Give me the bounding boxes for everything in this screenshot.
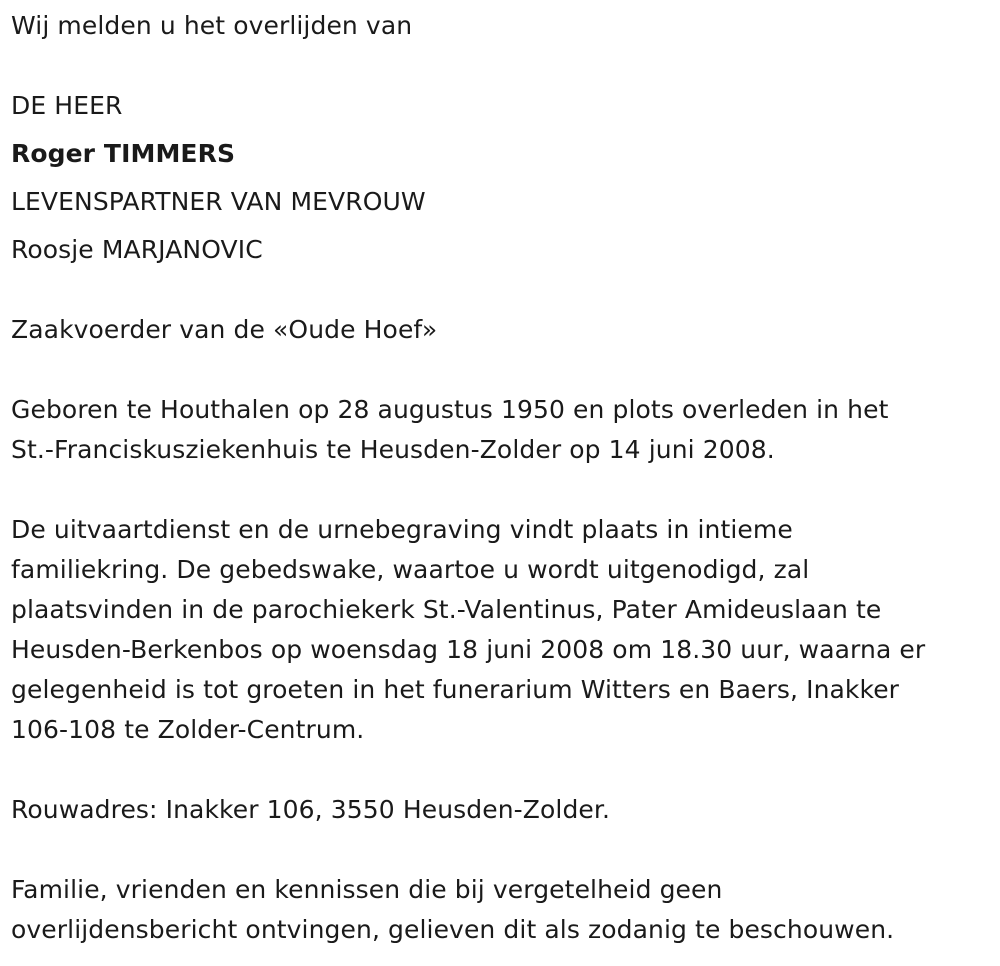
birth-death-paragraph (11, 390, 986, 470)
closing-paragraph (11, 870, 986, 950)
paragraph-line: familiekring. De gebedswake, waartoe u wordt uitgenodigd, zal (11, 555, 810, 584)
paragraph-line: St.-Franciskusziekenhuis te Heusden-Zolder op 14 juni 2008. (11, 435, 775, 464)
paragraph-line: Geboren te Houthalen op 28 augustus 1950 en plots overleden in het (11, 395, 889, 424)
mourning-address: Rouwadres: Inakker 106, 3550 Heusden-Zolder. (11, 795, 611, 824)
role-text: Zaakvoerder van de «Oude Hoef» (11, 315, 438, 344)
paragraph-line: 106-108 te Zolder-Centrum. (11, 715, 365, 744)
paragraph-line: De uitvaartdienst en de urnebegraving vindt plaats in intieme (11, 515, 793, 544)
paragraph-line: overlijdensbericht ontvingen, gelieven dit als zodanig te beschouwen. (11, 915, 895, 944)
partner-name: Roosje MARJANOVIC (11, 235, 263, 264)
paragraph-line: Heusden-Berkenbos op woensdag 18 juni 2008 om 18.30 uur, waarna er (11, 635, 926, 664)
partner-label: LEVENSPARTNER VAN MEVROUW (11, 187, 426, 216)
deceased-name: Roger TIMMERS (11, 139, 236, 168)
service-paragraph (11, 510, 986, 750)
intro-text: Wij melden u het overlijden van (11, 11, 413, 40)
salutation: DE HEER (11, 91, 123, 120)
paragraph-line: Familie, vrienden en kennissen die bij vergetelheid geen (11, 875, 723, 904)
paragraph-line: gelegenheid is tot groeten in het funerarium Witters en Baers, Inakker (11, 675, 900, 704)
paragraph-line: plaatsvinden in de parochiekerk St.-Valentinus, Pater Amideuslaan te (11, 595, 882, 624)
